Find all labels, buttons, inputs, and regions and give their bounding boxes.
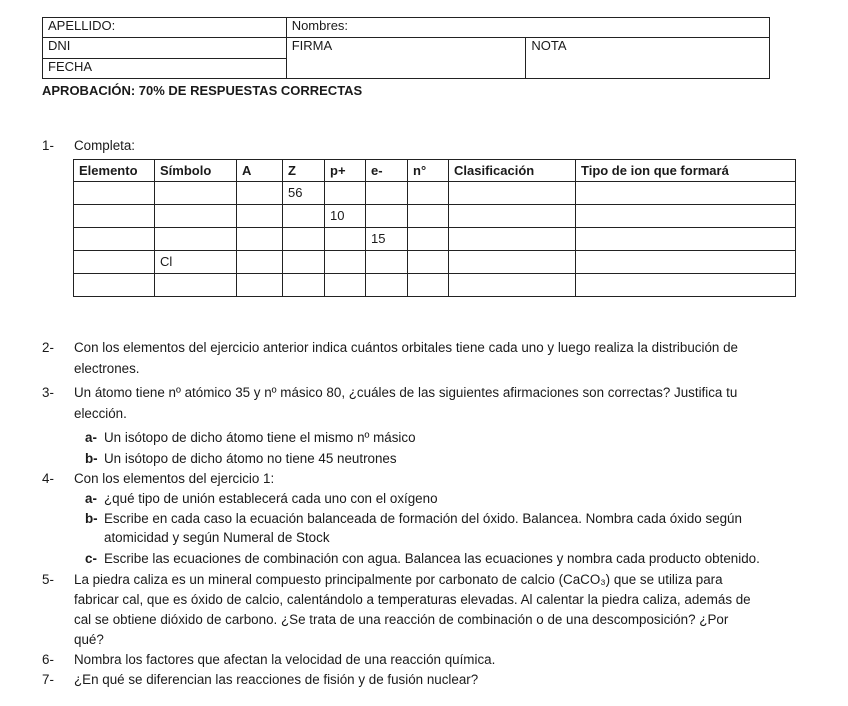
question-text-line: cal se obtiene dióxido de carbono. ¿Se trata de una reacción de combinación o de una descomposición? ¿Por [74,612,729,627]
table-cell[interactable] [576,251,796,274]
table-cell[interactable] [237,205,283,228]
option-text: Escribe en cada caso la ecuación balanceada de formación del óxido. Balancea. Nombra cada óxido según [104,511,742,526]
table-cell[interactable] [449,182,576,205]
table-cell[interactable] [408,228,449,251]
col-header-simbolo: Símbolo [155,160,237,182]
col-header-protons: p+ [325,160,366,182]
question-text-line: fabricar cal, que es óxido de calcio, calentándolo a temperaturas elevadas. Al calentar la piedra caliza, además de [74,592,751,607]
question-text-line: qué? [74,632,104,647]
table-cell[interactable] [237,182,283,205]
question-text: Con los elementos del ejercicio 1: [74,471,275,486]
option-text: ¿qué tipo de unión establecerá cada uno con el oxígeno [104,491,438,506]
col-header-neutrons: n° [408,160,449,182]
table-cell[interactable] [237,228,283,251]
table-cell[interactable]: 10 [325,205,366,228]
dni-field[interactable]: DNI [43,38,287,59]
table-cell[interactable] [576,182,796,205]
table-cell[interactable] [237,274,283,297]
question-text: ¿En qué se diferencian las reacciones de fisión y de fusión nuclear? [74,672,479,687]
question-text: Nombra los factores que afectan la velocidad de una reacción química. [74,652,496,667]
student-info-header [42,17,770,79]
question-number: 6- [42,652,54,667]
question-number: 4- [42,471,54,486]
option-letter: a- [85,430,97,445]
col-header-z: Z [283,160,325,182]
col-header-elemento: Elemento [74,160,155,182]
table-cell[interactable] [74,274,155,297]
option-text: Escribe las ecuaciones de combinación con agua. Balancea las ecuaciones y nombra cada producto obtenido. [104,551,760,566]
element-table [73,159,796,297]
apellido-field[interactable]: APELLIDO: [43,18,287,38]
table-cell[interactable] [74,228,155,251]
table-cell[interactable] [155,182,237,205]
question-text-line: electrones. [74,361,140,376]
table-row [74,251,796,274]
table-header-row [74,160,796,182]
option-text: atomicidad y según Numeral de Stock [104,530,330,545]
table-cell[interactable] [449,228,576,251]
table-cell[interactable] [408,274,449,297]
question-number: 3- [42,385,54,400]
table-cell[interactable] [366,205,408,228]
table-cell[interactable] [74,205,155,228]
table-row [74,182,796,205]
question-text: Completa: [74,138,136,153]
option-text: Un isótopo de dicho átomo tiene el mismo nº másico [104,430,416,445]
table-row [74,228,796,251]
table-cell[interactable] [283,205,325,228]
table-row [74,274,796,297]
table-cell[interactable] [283,274,325,297]
question-number: 7- [42,672,54,687]
table-cell[interactable] [237,251,283,274]
table-cell[interactable]: 56 [283,182,325,205]
nota-field[interactable]: NOTA [526,38,770,79]
table-cell[interactable] [576,228,796,251]
col-header-electrons: e- [366,160,408,182]
col-header-tipo-ion: Tipo de ion que formará [576,160,796,182]
table-cell[interactable] [449,251,576,274]
table-cell[interactable] [576,274,796,297]
approval-criteria: APROBACIÓN: 70% DE RESPUESTAS CORRECTAS [42,83,363,98]
option-letter: a- [85,491,97,506]
question-text-line: La piedra caliza es un mineral compuesto principalmente por carbonato de calcio (CaCO₃) que se utiliza para [74,572,723,587]
question-number: 2- [42,340,54,355]
table-cell[interactable]: 15 [366,228,408,251]
table-cell[interactable] [74,251,155,274]
table-cell[interactable] [366,182,408,205]
table-cell[interactable] [366,274,408,297]
firma-field[interactable]: FIRMA [286,38,526,79]
table-cell[interactable] [155,205,237,228]
option-text: Un isótopo de dicho átomo no tiene 45 neutrones [104,451,397,466]
question-number: 1- [42,138,54,153]
question-number: 5- [42,572,54,587]
fecha-field[interactable]: FECHA [43,59,287,79]
option-letter: b- [85,511,98,526]
table-cell[interactable] [325,228,366,251]
question-text-line: elección. [74,406,127,421]
col-header-clasificacion: Clasificación [449,160,576,182]
table-cell[interactable] [325,274,366,297]
table-cell[interactable] [366,251,408,274]
table-cell[interactable] [449,274,576,297]
question-text-line: Con los elementos del ejercicio anterior indica cuántos orbitales tiene cada uno y luego realiza la distribución de [74,340,738,355]
option-letter: b- [85,451,98,466]
nombres-field[interactable]: Nombres: [286,18,769,38]
table-row [74,205,796,228]
table-cell[interactable] [325,251,366,274]
col-header-a: A [237,160,283,182]
table-cell[interactable] [408,251,449,274]
option-letter: c- [85,551,97,566]
question-text-line: Un átomo tiene nº atómico 35 y nº másico 80, ¿cuáles de las siguientes afirmaciones son correctas? Justifica tu [74,385,738,400]
table-cell[interactable] [408,205,449,228]
table-cell[interactable] [155,228,237,251]
table-cell[interactable] [576,205,796,228]
table-cell[interactable]: Cl [155,251,237,274]
table-cell[interactable] [325,182,366,205]
table-cell[interactable] [449,205,576,228]
table-cell[interactable] [283,228,325,251]
table-cell[interactable] [283,251,325,274]
table-cell[interactable] [155,274,237,297]
table-cell[interactable] [74,182,155,205]
table-cell[interactable] [408,182,449,205]
